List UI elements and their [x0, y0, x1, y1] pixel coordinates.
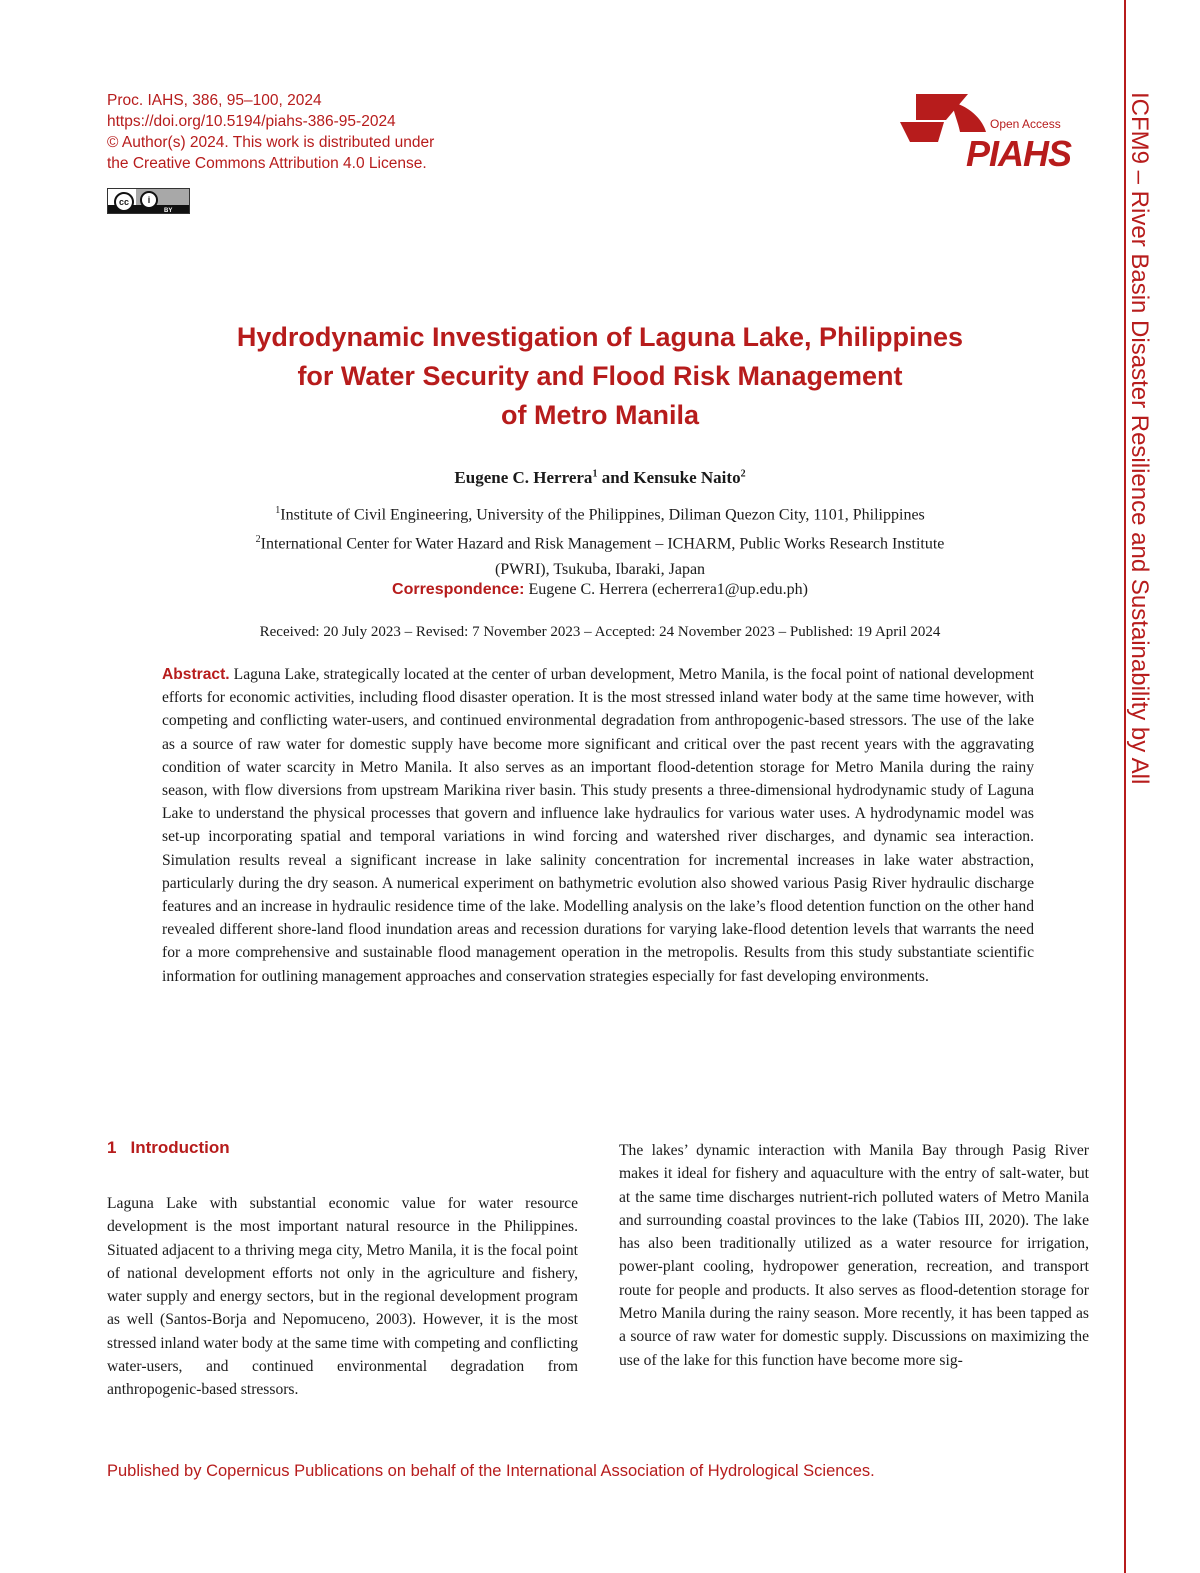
license-badge-text: BY: [164, 208, 173, 214]
author-name: Kensuke Naito: [633, 468, 741, 487]
copyright-line: © Author(s) 2024. This work is distributed under: [107, 134, 435, 151]
citation: Proc. IAHS, 386, 95–100, 2024: [107, 92, 322, 109]
correspondence-label: Correspondence:: [392, 581, 525, 598]
logo-piahs: PIAHS: [966, 133, 1072, 174]
authors: Eugene C. Herrera$^1$ and Kensuke Naito$^2$: [454, 468, 746, 487]
affiliation-1: $^1$Institute of Civil Engineering, University of the Philippines, Diliman Quezon City, 1101, Philippines: [275, 505, 925, 524]
section-number: 1: [107, 1138, 117, 1157]
publisher-footer: Published by Copernicus Publications on behalf of the International Association of Hydrological Sciences.: [107, 1462, 875, 1480]
correspondence-text[interactable]: Eugene C. Herrera (echerrera1@up.edu.ph): [524, 581, 808, 598]
correspondence: [100, 581, 1100, 599]
publication-dates: Received: 20 July 2023 – Revised: 7 November 2023 – Accepted: 24 November 2023 – Published: 19 April 2024: [259, 624, 941, 640]
title-line: of Metro Manila: [500, 400, 699, 430]
affiliation-2-cont: (PWRI), Tsukuba, Ibaraki, Japan: [494, 560, 706, 578]
cc-by-license-icon[interactable]: [107, 188, 190, 214]
title-line: for Water Security and Flood Risk Management: [297, 361, 903, 391]
journal-meta: [107, 90, 434, 174]
abstract-label: Abstract.: [162, 666, 230, 683]
section-title: Introduction: [130, 1138, 230, 1157]
attribution-icon: i: [140, 191, 158, 209]
doi-link[interactable]: https://doi.org/10.5194/piahs-386-95-2024: [107, 113, 396, 130]
logo-open-access: Open Access: [990, 117, 1061, 131]
paper-title: [100, 318, 1100, 435]
abstract-text: Laguna Lake, strategically located at the center of urban development, Metro Manila, is the focal point of national development efforts for economic activities, including flood disaster operation. It is the most stressed inland water body at the same time however, with competing and conflicting water-users, and continued environmental degradation from anthropogenic-based stressors. The use of the lake as a source of raw water for domestic supply have become more significant and critical over the past recent years with the aggravating condition of water scarcity in Metro Manila. It also serves as an important flood-detention storage for Metro Manila during the rainy season, with flow diversions from upstream Marikina river basin. This study presents a three-dimensional hydrodynamic study of Laguna Lake to understand the physical processes that govern and influence lake hydraulics for various water uses. A hydrodynamic model was set-up incorporating spatial and temporal variations in wind forcing and watershed river discharges, and dynamic sea interaction. Simulation results reveal a significant increase in lake salinity concentration for incremental increases in lake water abstraction, particularly during the dry season. A numerical experiment on bathymetric evolution also showed various Pasig River hydraulic discharge features and an increase in hydraulic residence time of the lake. Modelling analysis on the lake’s flood detention function on the other hand revealed different shore-land flood inundation areas and recession durations for varying lake-flood detention levels that warrants the need for a more comprehensive and sustainable flood management operation in the metropolis. Results from this study substantiate scientific information for outlining management approaches and conservation strategies especially for fast developing environments.: [162, 666, 1034, 985]
affiliations: [100, 498, 1100, 582]
section-heading: [107, 1138, 230, 1158]
title-line: Hydrodynamic Investigation of Laguna Lake, Philippines: [236, 322, 964, 352]
author-name: Eugene C. Herrera: [454, 468, 593, 487]
body-column-right: The lakes’ dynamic interaction with Manila Bay through Pasig River makes it ideal for fishery and aquaculture with the entry of salt-water, but at the same time discharges nutrient-rich polluted waters of Metro Manila and surrounding coastal provinces to the lake (Tabios III, 2020). The lake has also been traditionally utilized as a water resource for irrigation, power-plant cooling, hydropower generation, recreation, and transport route for people and products. It also serves as flood-detention storage for Metro Manila during the rainy season. More recently, it has been tapped as a source of raw water for domestic supply. Discussions on maximizing the use of the lake for this function have become more sig-: [619, 1142, 1089, 1369]
body-column-left: Laguna Lake with substantial economic value for water resource development is the most important natural resource in the Philippines. Situated adjacent to a thriving mega city, Metro Manila, it is the focal point of national development efforts not only in the agriculture and fishery, water supply and energy sectors, but in the regional development program as well (Santos-Borja and Nepomuceno, 2003). However, it is the most stressed inland water body at the same time with competing and conflicting water-users, and continued environmental degradation from anthropogenic-based stressors.: [107, 1195, 578, 1399]
affiliation-2: $^2$International Center for Water Hazard and Risk Management – ICHARM, Public Works Research Institute: [255, 534, 945, 553]
cc-icon: cc: [114, 192, 134, 212]
side-banner: ICFM9 – River Basin Disaster Resilience and Sustainability by All: [1126, 92, 1153, 785]
abstract: [162, 663, 1034, 988]
license-line[interactable]: the Creative Commons Attribution 4.0 License.: [107, 155, 427, 172]
